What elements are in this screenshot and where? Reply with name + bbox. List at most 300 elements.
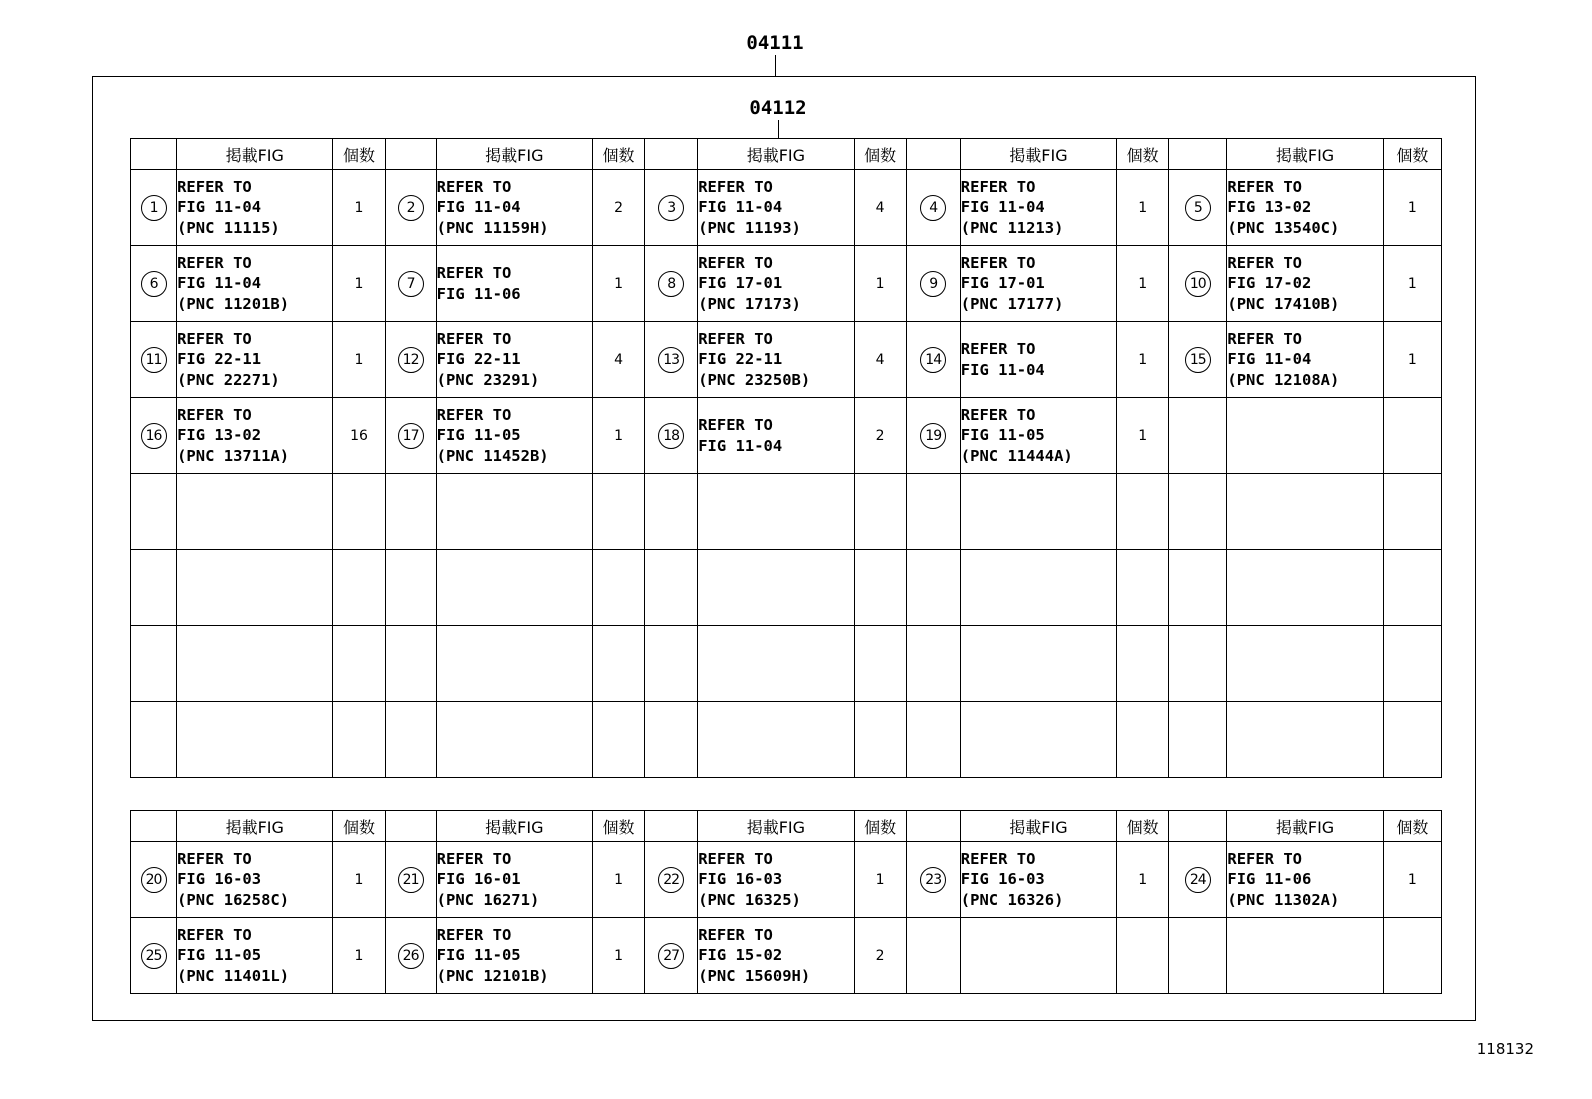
reference-cell [698,246,854,322]
empty-cell [854,626,906,702]
item-number: 18 [658,423,684,449]
empty-cell [1117,474,1169,550]
reference-line1: REFER TO [1227,849,1303,868]
item-number-cell [131,842,177,918]
empty-cell [960,550,1116,626]
header-number-cell [906,139,960,170]
item-number: 13 [658,347,684,373]
reference-line3: (PNC 17410B) [1227,294,1340,313]
empty-cell [1117,702,1169,778]
reference-line1: REFER TO [177,925,252,944]
table-row [131,842,1442,918]
quantity-cell: 1 [854,842,906,918]
reference-line2: FIG 16-01 [436,870,521,889]
item-number: 8 [658,271,684,297]
header-fig: 掲載FIG [698,139,854,170]
quantity-cell: 1 [1383,842,1441,918]
header-qty: 個数 [1117,139,1169,170]
header-fig: 掲載FIG [436,139,592,170]
reference-cell [436,246,592,322]
empty-cell [436,474,592,550]
quantity-cell: 1 [1117,322,1169,398]
empty-cell [1169,702,1227,778]
reference-line1: REFER TO [960,177,1036,196]
quantity-cell: 1 [1117,170,1169,246]
reference-line2: FIG 11-04 [698,198,783,217]
reference-line3: (PNC 23250B) [698,370,811,389]
reference-line2: FIG 13-02 [177,426,262,445]
quantity-cell: 1 [1383,170,1441,246]
reference-line1: REFER TO [698,329,773,348]
reference-line3: (PNC 23291) [436,370,540,389]
reference-line1: REFER TO [698,253,773,272]
reference-line1: REFER TO [177,253,252,272]
item-number: 10 [1185,271,1211,297]
item-number: 6 [141,271,167,297]
reference-line3: (PNC 11302A) [1227,890,1340,909]
reference-line1: REFER TO [960,405,1036,424]
reference-line2: FIG 15-02 [698,946,783,965]
reference-line1: REFER TO [177,177,252,196]
item-number-cell [385,246,436,322]
item-number-cell [1169,398,1227,474]
empty-cell [131,702,177,778]
item-number: 27 [658,943,684,969]
inner-assembly-code: 04112 [749,97,807,119]
reference-line2: FIG 17-01 [698,274,783,293]
item-number: 5 [1185,195,1211,221]
quantity-cell [1117,918,1169,994]
empty-cell [177,550,333,626]
empty-cell [385,626,436,702]
reference-line2: FIG 11-04 [698,436,783,455]
reference-line2: FIG 22-11 [436,350,521,369]
item-number-cell [131,170,177,246]
quantity-cell: 1 [333,842,385,918]
empty-cell [593,550,645,626]
item-number: 1 [141,195,167,221]
empty-cell [906,550,960,626]
empty-cell [385,474,436,550]
table-row [131,398,1442,474]
reference-cell [960,398,1116,474]
item-number: 15 [1185,347,1211,373]
reference-line2: FIG 11-05 [177,946,262,965]
reference-line3: (PNC 16258C) [177,890,290,909]
quantity-cell: 16 [333,398,385,474]
reference-line1: REFER TO [436,849,512,868]
reference-line2: FIG 17-02 [1227,274,1312,293]
header-number-cell [385,139,436,170]
quantity-cell: 1 [1117,398,1169,474]
reference-cell [177,842,333,918]
empty-cell [645,474,698,550]
empty-cell [1169,474,1227,550]
empty-cell [698,550,854,626]
empty-cell [1169,626,1227,702]
reference-line2: FIG 22-11 [698,350,783,369]
reference-line1: REFER TO [698,177,773,196]
outer-leader-line [775,55,776,76]
reference-line2: FIG 11-05 [436,426,521,445]
empty-cell [436,702,592,778]
empty-cell [593,626,645,702]
quantity-cell: 1 [1383,246,1441,322]
reference-line2: FIG 11-06 [1227,870,1312,889]
item-number: 7 [398,271,424,297]
reference-line2: FIG 17-01 [960,274,1045,293]
item-number: 26 [398,943,424,969]
item-number: 14 [920,347,946,373]
empty-cell [333,474,385,550]
item-number-cell [1169,322,1227,398]
empty-cell [906,474,960,550]
empty-cell [333,550,385,626]
reference-line3: (PNC 11201B) [177,294,290,313]
header-qty: 個数 [333,139,385,170]
empty-cell [645,550,698,626]
empty-cell [906,702,960,778]
header-number-cell [131,139,177,170]
reference-line2: FIG 11-04 [960,198,1045,217]
reference-line3: (PNC 13711A) [177,446,290,465]
item-number-cell [1169,246,1227,322]
reference-line1: REFER TO [436,177,512,196]
reference-line3: (PNC 22271) [177,370,280,389]
header-fig: 掲載FIG [177,139,333,170]
quantity-cell: 1 [1117,246,1169,322]
empty-cell [645,626,698,702]
header-fig: 掲載FIG [960,811,1116,842]
item-number-cell [906,322,960,398]
quantity-cell: 1 [1383,322,1441,398]
item-number: 21 [398,867,424,893]
reference-line1: REFER TO [177,849,252,868]
empty-cell [593,474,645,550]
reference-line3: (PNC 11401L) [177,966,290,985]
reference-cell [960,170,1116,246]
empty-cell [854,474,906,550]
reference-cell [1227,170,1383,246]
reference-line2: FIG 11-04 [177,198,262,217]
reference-cell [436,398,592,474]
reference-line1: REFER TO [436,264,512,282]
empty-row [131,626,1442,702]
reference-cell [698,398,854,474]
quantity-cell: 2 [593,170,645,246]
empty-cell [1117,626,1169,702]
reference-line2: FIG 11-04 [436,198,521,217]
header-number-cell [645,811,698,842]
reference-line3: (PNC 11193) [698,218,801,237]
item-number: 23 [920,867,946,893]
reference-line2: FIG 16-03 [698,870,783,889]
empty-cell [436,626,592,702]
header-qty: 個数 [1383,811,1441,842]
empty-row [131,550,1442,626]
empty-cell [1383,474,1441,550]
reference-cell [1227,918,1383,994]
reference-line3: (PNC 13540C) [1227,218,1340,237]
empty-cell [333,702,385,778]
reference-line2: FIG 22-11 [177,350,262,369]
quantity-cell: 2 [854,918,906,994]
empty-cell [436,550,592,626]
empty-cell [1227,550,1383,626]
reference-line1: REFER TO [960,253,1036,272]
item-number-cell [385,918,436,994]
reference-cell [177,246,333,322]
reference-line2: FIG 11-04 [960,360,1045,379]
quantity-cell: 1 [593,398,645,474]
item-number: 20 [141,867,167,893]
quantity-cell: 1 [333,918,385,994]
reference-line1: REFER TO [1227,253,1303,272]
reference-line1: REFER TO [698,925,773,944]
item-number-cell [385,842,436,918]
reference-line2: FIG 11-05 [960,426,1045,445]
reference-line3: (PNC 16325) [698,890,801,909]
reference-cell [436,170,592,246]
reference-line3: (PNC 17177) [960,294,1064,313]
quantity-cell: 2 [854,398,906,474]
reference-line1: REFER TO [960,340,1036,358]
reference-cell [1227,398,1383,474]
reference-line3: (PNC 16326) [960,890,1064,909]
empty-cell [593,702,645,778]
table-header-row [131,139,1442,170]
empty-cell [131,626,177,702]
item-number-cell [906,246,960,322]
item-number-cell [131,918,177,994]
reference-line1: REFER TO [436,329,512,348]
header-number-cell [1169,811,1227,842]
reference-cell [698,918,854,994]
item-number: 11 [141,347,167,373]
reference-cell [1227,842,1383,918]
item-number: 19 [920,423,946,449]
reference-line2: FIG 11-04 [177,274,262,293]
header-number-cell [385,811,436,842]
header-qty: 個数 [854,139,906,170]
item-number-cell [385,398,436,474]
reference-line3: (PNC 15609H) [698,966,811,985]
reference-line2: FIG 11-05 [436,946,521,965]
reference-line3: (PNC 12108A) [1227,370,1340,389]
reference-line2: FIG 13-02 [1227,198,1312,217]
reference-cell [960,918,1116,994]
item-number-cell [645,322,698,398]
reference-cell [177,918,333,994]
header-qty: 個数 [593,139,645,170]
reference-line3: (PNC 11452B) [436,446,549,465]
reference-cell [436,322,592,398]
table-row [131,918,1442,994]
quantity-cell: 1 [333,246,385,322]
empty-cell [854,702,906,778]
quantity-cell: 4 [854,322,906,398]
reference-line1: REFER TO [1227,329,1303,348]
empty-cell [906,626,960,702]
empty-cell [333,626,385,702]
reference-cell [177,322,333,398]
reference-cell [1227,322,1383,398]
reference-cell [960,246,1116,322]
empty-cell [698,702,854,778]
reference-cell [960,322,1116,398]
quantity-cell: 1 [333,170,385,246]
reference-line1: REFER TO [177,405,252,424]
item-number-cell [1169,170,1227,246]
inner-leader-line [778,120,779,138]
quantity-cell: 1 [333,322,385,398]
empty-cell [385,550,436,626]
item-number-cell [645,842,698,918]
lower-parts-table [130,810,1442,994]
item-number: 22 [658,867,684,893]
empty-cell [698,474,854,550]
quantity-cell: 1 [593,246,645,322]
item-number-cell [1169,918,1227,994]
empty-cell [131,474,177,550]
item-number-cell [131,246,177,322]
quantity-cell: 1 [1117,842,1169,918]
reference-cell [436,918,592,994]
empty-cell [698,626,854,702]
header-qty: 個数 [1383,139,1441,170]
reference-line2: FIG 11-04 [1227,350,1312,369]
item-number: 17 [398,423,424,449]
item-number: 9 [920,271,946,297]
reference-line2: FIG 11-06 [436,284,521,303]
item-number-cell [645,170,698,246]
reference-line1: REFER TO [698,416,773,434]
outer-assembly-code: 04111 [746,32,804,54]
header-qty: 個数 [1117,811,1169,842]
reference-line3: (PNC 11444A) [960,446,1073,465]
quantity-cell [1383,398,1441,474]
item-number-cell [906,398,960,474]
reference-line1: REFER TO [698,849,773,868]
empty-cell [1117,550,1169,626]
empty-cell [854,550,906,626]
empty-cell [960,474,1116,550]
reference-line1: REFER TO [436,405,512,424]
header-number-cell [1169,139,1227,170]
reference-cell [177,398,333,474]
reference-line2: FIG 16-03 [960,870,1045,889]
empty-cell [177,702,333,778]
figure-id: 118132 [1476,1040,1534,1058]
item-number-cell [645,398,698,474]
quantity-cell: 1 [593,918,645,994]
header-number-cell [131,811,177,842]
empty-cell [1169,550,1227,626]
quantity-cell [1383,918,1441,994]
empty-cell [645,702,698,778]
item-number: 3 [658,195,684,221]
table-row [131,322,1442,398]
table-row [131,246,1442,322]
reference-cell [698,842,854,918]
empty-cell [1227,626,1383,702]
header-fig: 掲載FIG [1227,139,1383,170]
item-number: 24 [1185,867,1211,893]
reference-line1: REFER TO [960,849,1036,868]
empty-cell [1383,626,1441,702]
reference-cell [177,170,333,246]
item-number-cell [645,918,698,994]
reference-cell [698,170,854,246]
header-number-cell [645,139,698,170]
empty-cell [1227,474,1383,550]
header-qty: 個数 [593,811,645,842]
reference-cell [698,322,854,398]
item-number-cell [131,322,177,398]
item-number-cell [385,170,436,246]
header-fig: 掲載FIG [177,811,333,842]
empty-cell [960,626,1116,702]
reference-line3: (PNC 11159H) [436,218,549,237]
reference-line3: (PNC 17173) [698,294,801,313]
reference-cell [436,842,592,918]
item-number: 2 [398,195,424,221]
reference-line1: REFER TO [177,329,252,348]
reference-cell [960,842,1116,918]
header-qty: 個数 [854,811,906,842]
empty-row [131,702,1442,778]
header-fig: 掲載FIG [436,811,592,842]
reference-line3: (PNC 12101B) [436,966,549,985]
empty-cell [1383,550,1441,626]
empty-cell [1383,702,1441,778]
reference-line3: (PNC 11115) [177,218,280,237]
item-number: 16 [141,423,167,449]
table-header-row [131,811,1442,842]
reference-line1: REFER TO [1227,177,1303,196]
item-number-cell [645,246,698,322]
header-fig: 掲載FIG [698,811,854,842]
item-number: 12 [398,347,424,373]
item-number-cell [906,918,960,994]
reference-line3: (PNC 11213) [960,218,1064,237]
header-number-cell [906,811,960,842]
empty-cell [177,626,333,702]
empty-cell [1227,702,1383,778]
item-number-cell [906,170,960,246]
empty-cell [131,550,177,626]
quantity-cell: 4 [854,170,906,246]
item-number-cell [385,322,436,398]
item-number: 4 [920,195,946,221]
empty-cell [385,702,436,778]
item-number-cell [1169,842,1227,918]
item-number: 25 [141,943,167,969]
reference-line1: REFER TO [436,925,512,944]
empty-row [131,474,1442,550]
header-qty: 個数 [333,811,385,842]
table-row [131,170,1442,246]
header-fig: 掲載FIG [960,139,1116,170]
quantity-cell: 1 [854,246,906,322]
header-fig: 掲載FIG [1227,811,1383,842]
empty-cell [960,702,1116,778]
reference-cell [1227,246,1383,322]
reference-line3: (PNC 16271) [436,890,540,909]
empty-cell [177,474,333,550]
quantity-cell: 1 [593,842,645,918]
item-number-cell [906,842,960,918]
